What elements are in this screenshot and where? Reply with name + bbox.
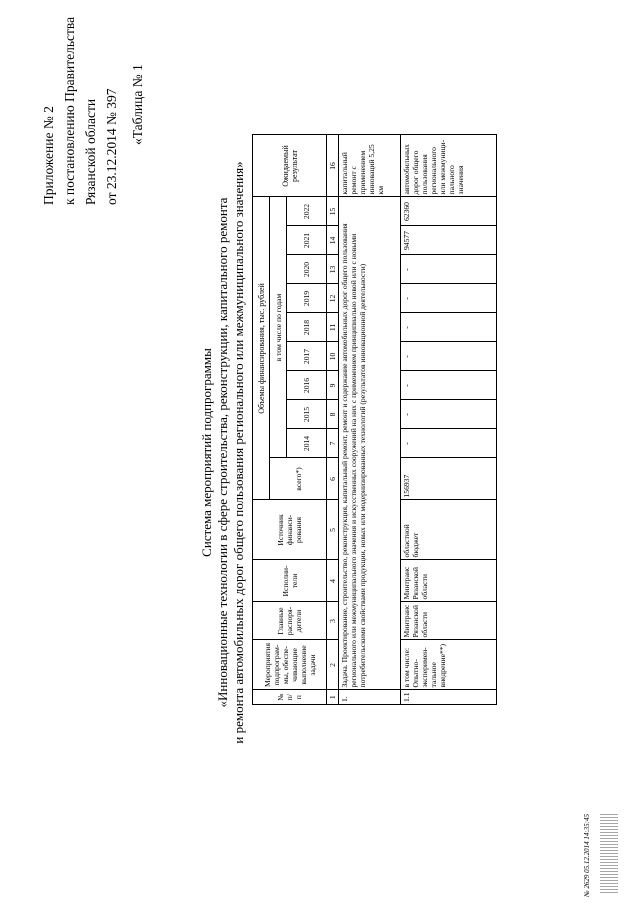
column-number: 16 xyxy=(327,135,339,197)
appendix-line: Приложение № 2 xyxy=(41,106,56,205)
manager-cell: Минтранс Рязанской области xyxy=(401,602,497,640)
table-row xyxy=(401,135,497,705)
table-number: «Таблица № 1 xyxy=(130,64,145,145)
measures-table xyxy=(252,135,497,706)
expected-result: капитальный ремонт с применением инноваций 5,25 км xyxy=(339,135,401,197)
header-by-years: в том числе по годам xyxy=(270,197,287,458)
document-title: и ремонта автомобильных дорог общего пользования регионального или межмуниципального значения» xyxy=(231,161,246,744)
barcode-stamp xyxy=(600,813,618,893)
column-number: 11 xyxy=(327,313,339,342)
year-value: - xyxy=(401,371,497,400)
header-year: 2017 xyxy=(287,342,327,371)
year-value: - xyxy=(401,429,497,458)
executor-cell: Минтранс Рязанской области xyxy=(401,560,497,602)
column-number: 6 xyxy=(327,458,339,500)
column-number: 5 xyxy=(327,500,339,560)
column-number: 2 xyxy=(327,640,339,690)
row-num: 1.1 xyxy=(401,690,497,705)
document-title: «Инновационные технологии в сфере строительства, реконструкции, капитального ремонта xyxy=(215,197,230,708)
including-label: в том числе: xyxy=(402,647,411,688)
column-number: 1 xyxy=(327,690,339,705)
header-num: № п/п xyxy=(253,690,327,705)
year-value: - xyxy=(401,400,497,429)
header-executors: Исполни-тели xyxy=(253,560,327,602)
header-year: 2020 xyxy=(287,255,327,284)
year-value: - xyxy=(401,342,497,371)
column-number: 10 xyxy=(327,342,339,371)
header-managers: Главные распоря-дители xyxy=(253,602,327,640)
header-year: 2022 xyxy=(287,197,327,226)
appendix-block xyxy=(38,5,122,205)
header-year: 2014 xyxy=(287,429,327,458)
column-number: 8 xyxy=(327,400,339,429)
appendix-line: от 23.12.2014 № 397 xyxy=(104,88,119,205)
measure-cell xyxy=(401,640,497,690)
column-number-row xyxy=(327,135,339,705)
row-num: 1. xyxy=(339,690,401,705)
column-number: 7 xyxy=(327,429,339,458)
header-result: Ожидаемый результат xyxy=(253,135,327,197)
table-row xyxy=(339,135,401,705)
appendix-line: Рязанской области xyxy=(83,98,98,205)
year-value: - xyxy=(401,313,497,342)
header-year: 2016 xyxy=(287,371,327,400)
year-value: - xyxy=(401,255,497,284)
header-total: всего*) xyxy=(270,458,327,500)
total-cell: 156937 xyxy=(401,458,497,500)
appendix-line: к постановлению Правительства xyxy=(62,16,77,205)
measure-name: Опытно-эксперимен-тальное внедрение**) xyxy=(411,643,447,688)
header-year: 2019 xyxy=(287,284,327,313)
column-number: 13 xyxy=(327,255,339,284)
column-number: 14 xyxy=(327,226,339,255)
column-number: 3 xyxy=(327,602,339,640)
task-text: Задача. Проектирование, строительство, реконструкция, капитальный ремонт, ремонт и содержание автомобильных дорог общего пользования регионального или межмуниципального значения и искусственных сооружений на них с применением принципиально новой или с новыми потребительскими свойствами продукции, новых или модернизированных технологий (результатов инновационной деятельности) xyxy=(339,197,401,690)
header-year: 2021 xyxy=(287,226,327,255)
header-source: Источник финанси-рования xyxy=(253,500,327,560)
expected-result: автомобильных дорог общего пользования регионального или межмуници-пального значения xyxy=(401,135,497,197)
column-number: 4 xyxy=(327,560,339,602)
registration-stamp: № 2629 05.12.2014 14:35:45 xyxy=(583,813,591,897)
header-measures: Мероприятия подпрограм-мы, обеспе-чивающие выполнение задачи xyxy=(253,640,327,690)
column-number: 9 xyxy=(327,371,339,400)
header-volumes: Объемы финансирования, тыс. рублей xyxy=(253,197,270,500)
document-title: Система мероприятий подпрограммы xyxy=(199,348,214,557)
header-row xyxy=(253,135,270,705)
year-value: 62360 xyxy=(401,197,497,226)
header-year: 2015 xyxy=(287,400,327,429)
column-number: 15 xyxy=(327,197,339,226)
source-cell: областной бюджет xyxy=(401,500,497,560)
year-value: - xyxy=(401,284,497,313)
year-value: 94577 xyxy=(401,226,497,255)
column-number: 12 xyxy=(327,284,339,313)
header-year: 2018 xyxy=(287,313,327,342)
